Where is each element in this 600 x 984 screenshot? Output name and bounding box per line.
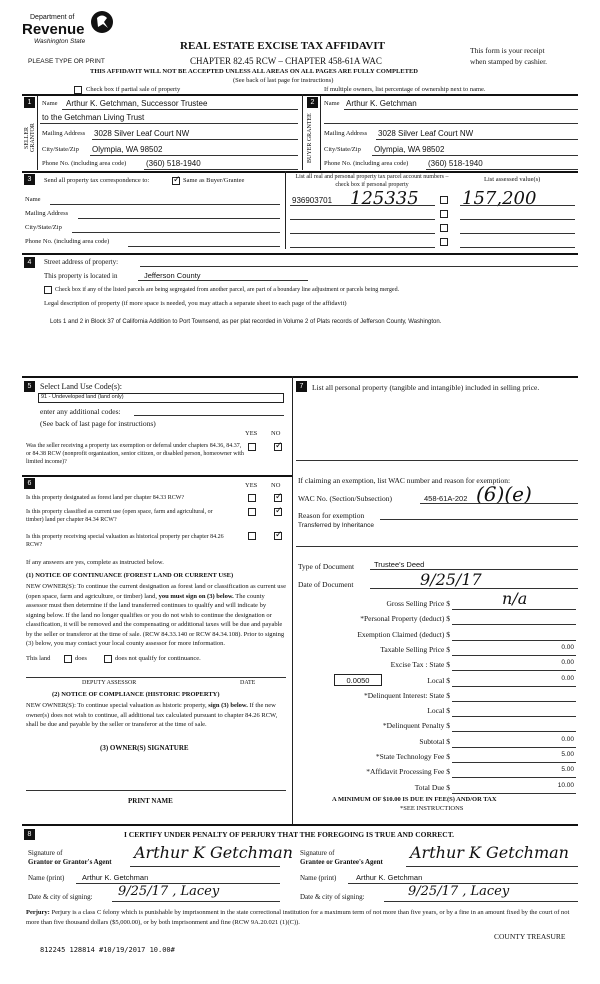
form-warning: THIS AFFIDAVIT WILL NOT BE ACCEPTED UNLESS ALL AREAS ON ALL PAGES ARE FULLY COMPLETED: [90, 68, 418, 75]
notice2-body: [26, 701, 288, 730]
additional-codes-label: enter any additional codes:: [40, 407, 121, 416]
fee-row: [296, 767, 578, 781]
s6-q3-yes-checkbox[interactable]: [248, 532, 256, 540]
exemption-label: If claiming an exemption, list WAC number and reason for exemption:: [298, 476, 511, 485]
doc-type-label: Type of Document: [298, 562, 355, 571]
logo-dept: Department of: [30, 14, 75, 21]
grantor-date-city-value[interactable]: 9/25/17 , Lacey: [118, 884, 220, 899]
located-label: This property is located in: [44, 272, 118, 280]
section-7-number: 7: [296, 381, 307, 392]
fee-value[interactable]: 0.00: [561, 644, 574, 651]
s6-yes: YES: [245, 482, 258, 489]
grantee-sig-label-2: Grantee or Grantee's Agent: [300, 858, 383, 866]
parcel-header: List all real and personal property tax parcel account numbers – check box if personal property: [295, 174, 449, 188]
parcel-2-personal-checkbox[interactable]: [440, 210, 448, 218]
notice1-title: (1) NOTICE OF CONTINUANCE (FOREST LAND OR CURRENT USE): [26, 572, 234, 579]
fee-label: *State Technology Fee $: [375, 752, 450, 761]
fee-value[interactable]: 10.00: [557, 782, 574, 789]
does-not-checkbox[interactable]: [104, 655, 112, 663]
fee-label: Taxable Selling Price $: [380, 645, 450, 654]
grantee-name-print-label: Name (print): [300, 874, 337, 882]
perjury-text: Perjury is a class C felony which is punishable by imprisonment in the state correctional institution for a maximum term of not more than five years, or by a fine in an amount fixed by the court of not more than five thousand dollars ($5,000.00), or by both imprisonment and fine (RCW 9A.20.021 (1)(C)).: [26, 909, 570, 926]
parcel-handwritten: 125335: [350, 188, 419, 209]
does-label: does: [75, 655, 87, 662]
s2-name-label: Name: [324, 100, 340, 107]
s1-mailing-value[interactable]: 3028 Silver Leaf Court NW: [94, 129, 190, 138]
fee-value[interactable]: 5.00: [561, 751, 574, 758]
legal-value[interactable]: Lots 1 and 2 in Block 37 of California Addition to Port Townsend, as per plat recorded in Volume 2 of Plats records of Jefferson County, Washington.: [50, 319, 442, 325]
fee-value[interactable]: 0.00: [561, 675, 574, 682]
personal-property-label: List all personal property (tangible and intangible) included in selling price.: [312, 383, 540, 392]
fee-row: [296, 630, 578, 644]
s2-mailing-label: Mailing Address: [324, 130, 368, 137]
notice1-text-a: NEW OWNER(S): To continue the current designation as forest land or classification as current use (open space, farm and agriculture, or timber) land,: [26, 583, 286, 600]
s1-city-value[interactable]: Olympia, WA 98502: [92, 145, 163, 154]
reason-label: Reason for exemption: [298, 511, 365, 520]
fee-label: Excise Tax : State $: [390, 660, 450, 669]
s2-phone-value[interactable]: (360) 518-1940: [428, 159, 483, 168]
section-8-number: 8: [24, 829, 35, 840]
s5-no: NO: [271, 430, 281, 437]
doc-date-handwritten: 9/25/17: [420, 570, 482, 589]
multiple-owners-note: If multiple owners, list percentage of ownership next to name.: [324, 86, 486, 93]
doc-type-value[interactable]: Trustee's Deed: [374, 560, 425, 569]
doc-date-label: Date of Document: [298, 580, 354, 589]
s3-phone-label: Phone No. (including area code): [25, 238, 110, 245]
section-1-number: 1: [24, 97, 35, 108]
s5-exemption-question: Was the seller receiving a property tax exemption or deferral under chapters 84.36, 84.37, or 84.38 RCW (nonprofit organization, senior citizen, or disabled person, homeowner with limited income)?: [26, 443, 244, 465]
partial-sale-label: Check box if partial sale of property: [86, 86, 181, 93]
grantee-sig-label-1: Signature of: [300, 849, 335, 857]
s5-yes-checkbox[interactable]: [248, 443, 256, 451]
grantor-sig-label-1: Signature of: [28, 849, 63, 857]
see-instructions: *SEE INSTRUCTIONS: [400, 805, 464, 812]
grantor-date-city-label: Date & city of signing:: [28, 893, 93, 901]
fee-label: Local $: [427, 676, 450, 685]
receipt-note-1: This form is your receipt: [470, 46, 545, 55]
partial-sale-checkbox[interactable]: [74, 86, 82, 94]
grantee-date-city-label: Date & city of signing:: [300, 893, 365, 901]
fee-label: Subtotal $: [419, 737, 450, 746]
grantor-signature[interactable]: Arthur K Getchman: [134, 843, 293, 862]
wac-value[interactable]: 458-61A-202: [424, 494, 468, 503]
s1-name-value-2[interactable]: to the Getchman Living Trust: [42, 113, 145, 122]
receipt-note-2: when stamped by cashier.: [470, 57, 548, 66]
grantee-name-print-value[interactable]: Arthur K. Getchman: [356, 873, 423, 882]
s6-q2-no-checkbox[interactable]: [274, 508, 282, 516]
legal-label: Legal description of property (if more space is needed, you may attach a separate sheet to each page of the affidavit): [44, 300, 347, 307]
fee-value[interactable]: 0.00: [561, 736, 574, 743]
notice2-text-bold: sign (3) below.: [208, 702, 248, 709]
parcel-3-personal-checkbox[interactable]: [440, 224, 448, 232]
wac-label: WAC No. (Section/Subsection): [298, 494, 392, 503]
perjury-notice: [26, 908, 580, 927]
assessed-handwritten: 157,200: [462, 188, 537, 209]
perjury-bold: Perjury:: [26, 909, 50, 916]
s1-phone-label: Phone No. (including area code): [42, 160, 127, 167]
s6-q1-no-checkbox[interactable]: [274, 494, 282, 502]
same-as-buyer-label: Same as Buyer/Grantee: [183, 177, 245, 184]
fee-label: *Affidavit Processing Fee $: [366, 767, 450, 776]
s6-if-yes: If any answers are yes, complete as instructed below.: [26, 559, 164, 566]
land-use-label: Select Land Use Code(s):: [40, 382, 122, 391]
land-use-select[interactable]: [38, 393, 284, 403]
s2-city-label: City/State/Zip: [324, 146, 361, 153]
local-rate-box[interactable]: 0.0050: [334, 674, 382, 686]
s6-q3-no-checkbox[interactable]: [274, 532, 282, 540]
s1-mailing-label: Mailing Address: [42, 130, 86, 137]
fee-label: Gross Selling Price $: [386, 599, 450, 608]
reason-value[interactable]: Transferred by Inheritance: [298, 522, 374, 529]
print-name-label: PRINT NAME: [128, 797, 173, 805]
seller-grantor-label: SELLER GRANTOR: [24, 123, 36, 153]
s1-city-label: City/State/Zip: [42, 146, 79, 153]
s2-city-value[interactable]: Olympia, WA 98502: [374, 145, 445, 154]
s6-q1-yes-checkbox[interactable]: [248, 494, 256, 502]
section-3-number: 3: [24, 174, 35, 185]
fee-value[interactable]: 0.00: [561, 659, 574, 666]
fee-label: Total Due $: [414, 783, 450, 792]
grantee-date-city-value[interactable]: 9/25/17 , Lacey: [408, 884, 510, 899]
same-as-buyer-checkbox[interactable]: [172, 177, 180, 185]
notice2-title: (2) NOTICE OF COMPLIANCE (HISTORIC PROPERTY): [52, 691, 220, 698]
minimum-due-note: A MINIMUM OF $10.00 IS DUE IN FEE(S) AND/OR TAX: [332, 796, 497, 803]
s6-q2-yes-checkbox[interactable]: [248, 508, 256, 516]
fee-value[interactable]: 5.00: [561, 766, 574, 773]
street-label: Street address of property:: [44, 258, 119, 266]
s1-name-value[interactable]: Arthur K. Getchman, Successor Trustee: [66, 99, 208, 108]
logo-revenue: Revenue: [22, 21, 85, 38]
fee-row: [296, 676, 578, 690]
grantee-signature[interactable]: Arthur K Getchman: [410, 843, 569, 862]
s3-city-label: City/State/Zip: [25, 224, 62, 231]
does-not-label: does not qualify for continuance.: [115, 655, 201, 662]
certify-statement: I CERTIFY UNDER PENALTY OF PERJURY THAT THE FOREGOING IS TRUE AND CORRECT.: [124, 830, 455, 839]
dor-logo: [22, 8, 117, 48]
s5-no-checkbox[interactable]: [274, 443, 282, 451]
buyer-grantee-label: BUYER GRANTEE: [307, 113, 313, 163]
land-use-value: 91 - Undeveloped land (land only): [41, 394, 124, 400]
fee-row: [296, 691, 578, 705]
notice2-text-a: NEW OWNER(S): To continue special valuation as historic property,: [26, 702, 207, 709]
county-value[interactable]: Jefferson County: [144, 271, 201, 280]
form-title: REAL ESTATE EXCISE TAX AFFIDAVIT: [180, 40, 385, 52]
s3-send-label: Send all property tax correspondence to:: [44, 177, 150, 184]
s5-see-back: (See back of last page for instructions): [40, 419, 156, 428]
county-treasurer: COUNTY TREASURE: [494, 932, 566, 941]
form-see-back: (See back of last page for instructions): [233, 77, 334, 84]
s2-phone-label: Phone No. (including area code): [324, 160, 409, 167]
notice1-text-b: The county assessor must then determine if the land transferred continues to qualify and will indicate by signing below. If the land no longer qualifies or you do not wish to continue the designation or classification, it will be removed and the compensating or additional taxes will be due and payable by the seller or transferor at the time of sale. (RCW 84.33.140 or RCW 84.34.108). Prior to signing (3) below, you may contact your local county assessor for more information.: [26, 592, 285, 647]
footer-stamp: 812245 128814 #10/19/2017 10.00#: [40, 946, 175, 954]
fee-row: [296, 589, 578, 613]
grantor-sig-label-2: Grantor or Grantor's Agent: [28, 858, 112, 866]
this-land-label: This land: [26, 655, 51, 662]
fee-label: Exemption Claimed (deduct) $: [357, 630, 450, 639]
s6-q2: Is this property classified as current use (open space, farm and agricultural, or timber) land per chapter 84.34 RCW?: [26, 509, 213, 523]
assessed-header: List assessed value(s): [484, 176, 541, 183]
seal-icon: [90, 10, 114, 34]
parcel-typed[interactable]: 936903701: [292, 196, 333, 205]
fee-row: [296, 721, 578, 735]
parcel-1-personal-checkbox[interactable]: [440, 196, 448, 204]
section-4-number: 4: [24, 257, 35, 268]
fee-row: [296, 660, 578, 674]
does-checkbox[interactable]: [64, 655, 72, 663]
segregated-label: Check box if any of the listed parcels are being segregated from another parcel, are part of a boundary line adjustment or parcels being merged.: [55, 287, 400, 293]
fee-row: [296, 706, 578, 720]
fee-row: [296, 783, 578, 797]
logo-state: Washington State: [34, 38, 86, 45]
segregated-checkbox[interactable]: [44, 286, 52, 294]
fee-row: [296, 614, 578, 628]
fee-label: *Personal Property (deduct) $: [360, 614, 450, 623]
fee-label: *Delinquent Penalty $: [382, 721, 450, 730]
deputy-assessor-label: DEPUTY ASSESSOR: [82, 680, 137, 686]
s6-q1: Is this property designated as forest land per chapter 84.33 RCW?: [26, 495, 185, 501]
notice1-body: [26, 582, 286, 649]
wac-handwritten: (6)(e): [476, 482, 532, 506]
fee-row: [296, 737, 578, 751]
fee-row: [296, 752, 578, 766]
s3-mailing-label: Mailing Address: [25, 210, 69, 217]
notice2-text-b: If the new owner(s) does not wish to continue, all additional tax calculated pursuant to chapter 84.26 RCW, shall be due and payable by the seller or transferor at the time of sale.: [26, 702, 278, 728]
s6-no: NO: [271, 482, 281, 489]
form-chapter: CHAPTER 82.45 RCW – CHAPTER 458-61A WAC: [190, 56, 382, 66]
s3-name-label: Name: [25, 196, 41, 203]
fee-label: *Delinquent Interest: State $: [363, 691, 450, 700]
s1-phone-value[interactable]: (360) 518-1940: [146, 159, 201, 168]
please-type: PLEASE TYPE OR PRINT: [28, 58, 105, 65]
grantor-name-print-value[interactable]: Arthur K. Getchman: [82, 873, 149, 882]
fee-label: Local $: [427, 706, 450, 715]
owner-signature-label: (3) OWNER(S) SIGNATURE: [100, 744, 189, 752]
section-6-number: 6: [24, 478, 35, 489]
section-2-number: 2: [307, 97, 318, 108]
s2-mailing-value[interactable]: 3028 Silver Leaf Court NW: [378, 129, 474, 138]
parcel-4-personal-checkbox[interactable]: [440, 238, 448, 246]
s2-name-value[interactable]: Arthur K. Getchman: [346, 99, 417, 108]
fee-handwritten: n/a: [502, 589, 528, 608]
s5-yes: YES: [245, 430, 258, 437]
grantor-name-print-label: Name (print): [28, 874, 65, 882]
s1-name-label: Name: [42, 100, 58, 107]
s6-q3: Is this property receiving special valuation as historical property per chapter 84.26 RCW?: [26, 534, 224, 548]
deputy-date-label: DATE: [240, 680, 256, 686]
section-5-number: 5: [24, 381, 35, 392]
notice1-text-bold: you must sign on (3) below.: [158, 592, 234, 600]
fee-row: [296, 645, 578, 659]
